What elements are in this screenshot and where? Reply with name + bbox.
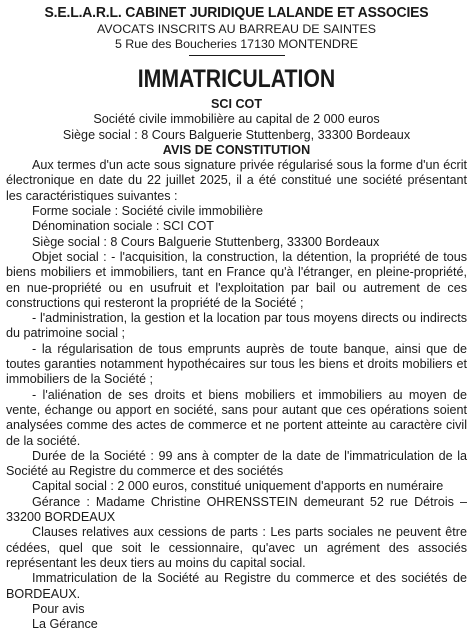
company-name: SCI COT: [210, 97, 263, 111]
paragraph-immatriculation: Immatriculation de la Société au Registre du commerce et des sociétés de BORDEAUX.: [6, 571, 467, 601]
paragraph-gerance: Gérance : Madame Christine OHRENSSTEIN demeurant 52 rue Détrois – 33200 BORDEAUX: [6, 494, 467, 525]
paragraph-signature: La Gérance: [32, 617, 98, 632]
paragraph-objet: Objet social : - l'acquisition, la construction, la détention, la propriété de tous biens mobiliers et immobiliers, tant en France qu'à l'étranger, en pleine-propriété, en nue-propriété ou en usufruit et l'exploitation par bail ou autrement de ces constructions qui resteront la propriété de la Société ;: [6, 249, 467, 310]
paragraph-administration: - l'administration, la gestion et la location par tous moyens directs ou indirects du patrimoine social ;: [6, 311, 467, 341]
paragraph-pour-avis: Pour avis: [32, 601, 85, 616]
paragraph-denomination: Dénomination sociale : SCI COT: [32, 219, 214, 234]
company-seat: Siège social : 8 Cours Balguerie Stuttenberg, 33300 Bordeaux: [62, 127, 411, 142]
paragraph-clauses: Clauses relatives aux cessions de parts : Les parts sociales ne peuvent être cédées, quel que soit le cessionnaire, qu'avec un agrément des associés représentant les deux tiers au moins du capital social.: [6, 525, 467, 570]
notice-body: [6, 158, 467, 632]
firm-name: S.E.L.A.R.L. CABINET JURIDIQUE LALANDE ET ASSOCIES: [44, 4, 429, 21]
paragraph-capital: Capital social : 2 000 euros, constitué uniquement d'apports en numéraire: [32, 479, 444, 494]
divider: [189, 55, 285, 56]
firm-address: 5 Rue des Boucheries 17130 MONTENDRE: [114, 37, 359, 51]
notice-title: IMMATRICULATION: [137, 65, 336, 93]
paragraph-alienation: - l'aliénation de ses droits et biens mobiliers et immobiliers au moyen de vente, échange ou apport en société, sans pour autant que ces opérations soient analysées comme des actes de commerce et ne portent atteinte au caractère civil de la société.: [6, 387, 467, 448]
paragraph-intro: Aux termes d'un acte sous signature privée régularisé sous la forme d'un écrit électronique en date du 22 juillet 2025, il a été constitué une société présentant les caractéristiques suivantes :: [6, 158, 467, 203]
paragraph-forme: Forme sociale : Société civile immobilière: [32, 204, 263, 219]
firm-bar-line: AVOCATS INSCRITS AU BARREAU DE SAINTES: [96, 22, 377, 36]
paragraph-duree: Durée de la Société : 99 ans à compter de la date de l'immatriculation de la Société au Registre du commerce et des sociétés: [6, 448, 467, 479]
paragraph-siege: Siège social : 8 Cours Balguerie Stuttenberg, 33300 Bordeaux: [32, 234, 380, 249]
company-description: Société civile immobilière au capital de 2 000 euros: [93, 112, 380, 127]
avis-heading: AVIS DE CONSTITUTION: [162, 142, 311, 157]
paragraph-emprunts: - la régularisation de tous emprunts auprès de toute banque, ainsi que de toutes garanties notamment hypothécaires sur tous les biens et droits mobiliers et immobiliers de la Société ;: [6, 341, 467, 387]
